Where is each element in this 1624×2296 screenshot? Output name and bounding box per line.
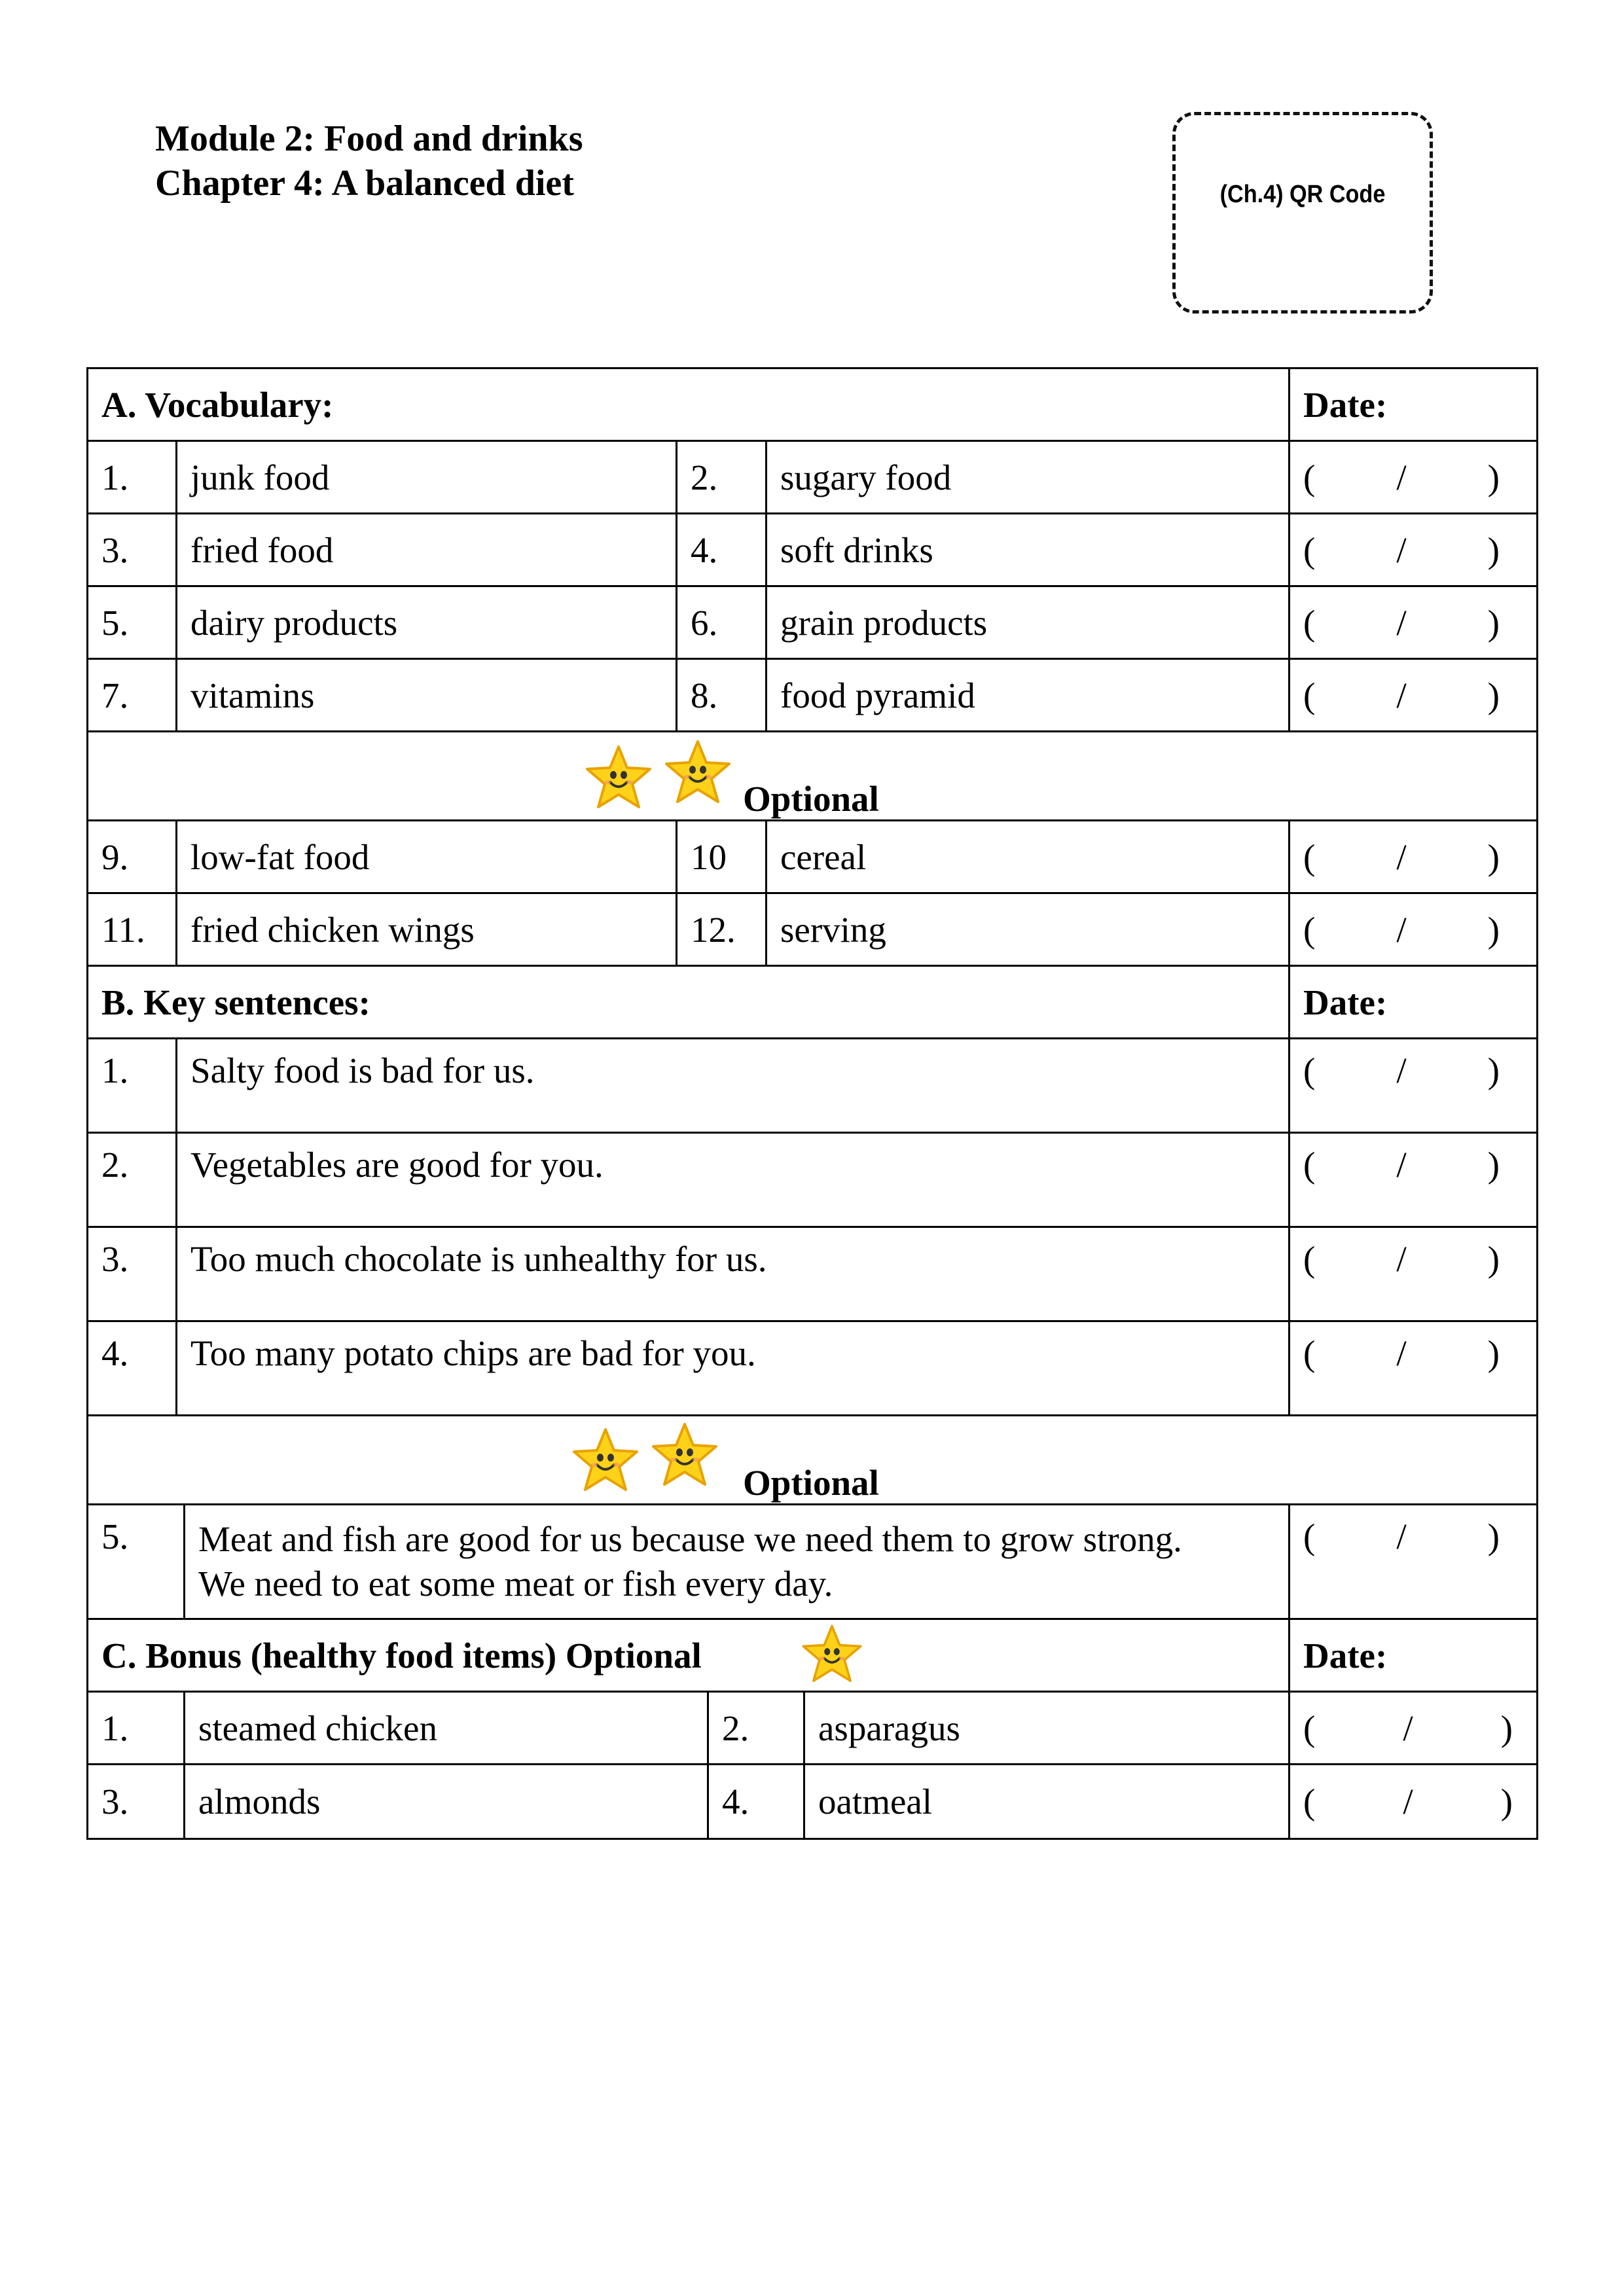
vocabulary-word: fried chicken wings: [177, 894, 677, 965]
date-slot[interactable]: ( / ): [1303, 457, 1500, 497]
key-sentence-row: [88, 1039, 1536, 1134]
item-number: 1.: [88, 1039, 177, 1132]
smiling-star-icon: [569, 1426, 641, 1498]
date-slot[interactable]: ( / ): [1303, 529, 1500, 570]
item-number: 2.: [709, 1693, 805, 1763]
vocabulary-word: vitamins: [177, 660, 677, 730]
item-number: 11.: [88, 894, 177, 965]
item-number: 7.: [88, 660, 177, 730]
vocabulary-row: [88, 514, 1536, 587]
key-sentence-text: Too many potato chips are bad for you.: [177, 1322, 1290, 1414]
optional-label: Optional: [743, 1463, 879, 1503]
vocabulary-word: soft drinks: [767, 514, 1290, 585]
smiling-star-icon: [662, 738, 734, 810]
date-slot[interactable]: ( / ): [1303, 1516, 1500, 1556]
key-sentence-line: Meat and fish are good for us because we need them to grow strong.: [198, 1519, 1182, 1559]
bonus-header-row: [88, 1620, 1536, 1693]
item-number: 5.: [88, 1505, 185, 1618]
item-number: 8.: [677, 660, 767, 730]
key-sentence-text: Vegetables are good for you.: [177, 1134, 1290, 1226]
key-sentence-text: Salty food is bad for us.: [177, 1039, 1290, 1132]
item-number: 2.: [88, 1134, 177, 1226]
qr-code-label: (Ch.4) QR Code: [1219, 181, 1386, 208]
bonus-row: [88, 1693, 1536, 1765]
date-slot[interactable]: ( / ): [1303, 1050, 1500, 1090]
date-slot[interactable]: ( / ): [1303, 602, 1500, 643]
item-number: 3.: [88, 514, 177, 585]
date-slot[interactable]: ( / ): [1303, 1239, 1500, 1279]
bonus-row: [88, 1765, 1536, 1838]
optional-label: Optional: [743, 779, 879, 819]
key-sentence-row: [88, 1228, 1536, 1322]
smiling-star-icon: [649, 1420, 721, 1492]
item-number: 1.: [88, 442, 177, 512]
worksheet-table: [86, 367, 1538, 1840]
item-number: 1.: [88, 1693, 185, 1763]
key-sentences-header-row: [88, 967, 1536, 1039]
date-slot[interactable]: ( / ): [1303, 836, 1500, 877]
date-slot[interactable]: ( / ): [1303, 1333, 1500, 1373]
item-number: 2.: [677, 442, 767, 512]
bonus-word: steamed chicken: [185, 1693, 709, 1763]
vocabulary-row: [88, 894, 1536, 967]
vocabulary-word: fried food: [177, 514, 677, 585]
key-sentence-text: [185, 1505, 1290, 1618]
date-slot[interactable]: ( / ): [1303, 909, 1500, 950]
chapter-title: Chapter 4: A balanced diet: [155, 163, 574, 204]
bonus-title: C. Bonus (healthy food items) Optional: [88, 1620, 1290, 1691]
vocabulary-word: grain products: [767, 587, 1290, 658]
smiling-star-icon: [583, 743, 655, 815]
vocabulary-word: food pyramid: [767, 660, 1290, 730]
date-label: Date:: [1303, 384, 1388, 425]
date-label: Date:: [1303, 982, 1388, 1022]
key-sentence-row: [88, 1505, 1536, 1620]
item-number: 3.: [88, 1765, 185, 1838]
vocabulary-optional-band: [88, 732, 1536, 821]
bonus-word: almonds: [185, 1765, 709, 1838]
vocabulary-title: A. Vocabulary:: [88, 369, 1290, 440]
qr-code-placeholder: [1172, 112, 1433, 314]
bonus-word: oatmeal: [805, 1765, 1290, 1838]
vocabulary-row: [88, 660, 1536, 732]
item-number: 4.: [709, 1765, 805, 1838]
item-number: 4.: [88, 1322, 177, 1414]
key-sentences-optional-band: [88, 1416, 1536, 1505]
key-sentence-row: [88, 1322, 1536, 1416]
vocabulary-header-row: [88, 369, 1536, 442]
date-slot[interactable]: ( / ): [1303, 1782, 1513, 1821]
date-label: Date:: [1303, 1635, 1388, 1676]
date-slot[interactable]: ( / ): [1303, 675, 1500, 715]
vocabulary-word: cereal: [767, 821, 1290, 892]
worksheet-heading: [155, 117, 583, 206]
date-slot[interactable]: ( / ): [1303, 1145, 1500, 1185]
vocabulary-row: [88, 587, 1536, 660]
vocabulary-word: serving: [767, 894, 1290, 965]
module-title: Module 2: Food and drinks: [155, 118, 583, 159]
key-sentence-row: [88, 1134, 1536, 1228]
key-sentences-title: B. Key sentences:: [88, 967, 1290, 1037]
item-number: 12.: [677, 894, 767, 965]
smiling-star-icon: [799, 1623, 865, 1688]
vocabulary-word: junk food: [177, 442, 677, 512]
item-number: 6.: [677, 587, 767, 658]
date-slot[interactable]: ( / ): [1303, 1708, 1513, 1748]
item-number: 3.: [88, 1228, 177, 1320]
item-number: 9.: [88, 821, 177, 892]
item-number: 4.: [677, 514, 767, 585]
vocabulary-row: [88, 821, 1536, 894]
vocabulary-word: low-fat food: [177, 821, 677, 892]
vocabulary-word: sugary food: [767, 442, 1290, 512]
key-sentence-line: We need to eat some meat or fish every day.: [198, 1564, 833, 1604]
key-sentence-text: Too much chocolate is unhealthy for us.: [177, 1228, 1290, 1320]
vocabulary-word: dairy products: [177, 587, 677, 658]
item-number: 10: [677, 821, 767, 892]
bonus-word: asparagus: [805, 1693, 1290, 1763]
vocabulary-row: [88, 442, 1536, 514]
item-number: 5.: [88, 587, 177, 658]
